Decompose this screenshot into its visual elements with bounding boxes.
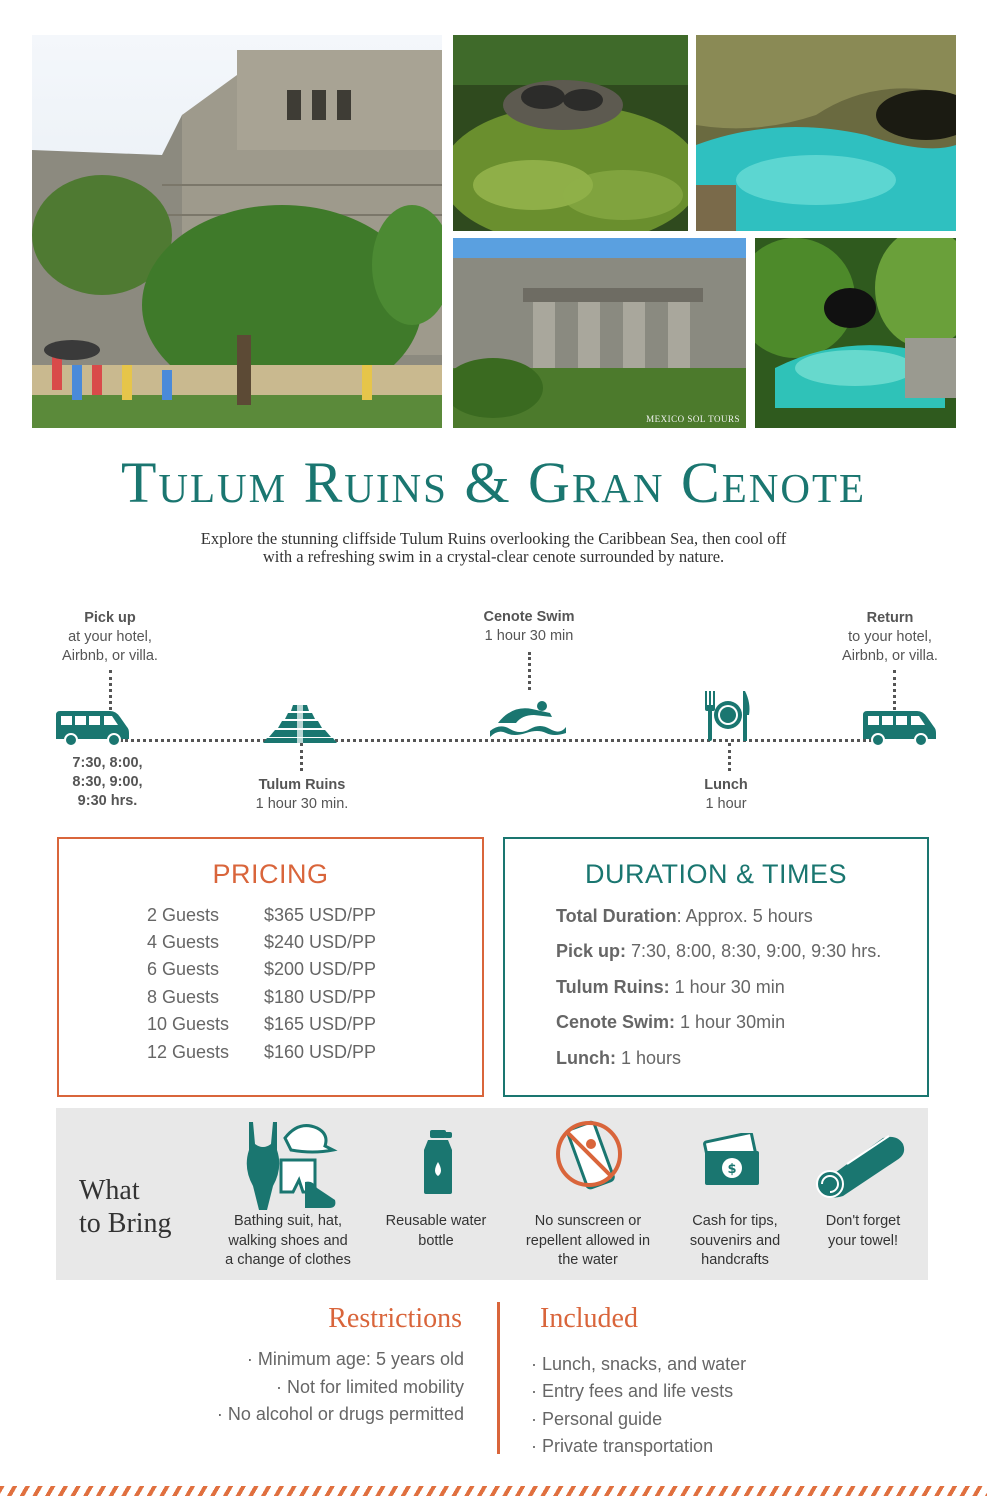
timeline-lunch-label: Lunch — [704, 777, 748, 793]
bring-item-line: Bathing suit, hat, — [233, 1213, 342, 1229]
bring-item-line: a change of clothes — [225, 1252, 351, 1268]
timeline-stem — [528, 652, 531, 690]
photo-cenote-turtles — [453, 35, 688, 231]
included-item: · Private transportation — [531, 1436, 714, 1456]
timeline-cenote-label: Cenote Swim — [483, 609, 575, 625]
included-title: Included — [540, 1303, 638, 1334]
van-icon — [861, 709, 937, 747]
pricing-price: $200 USD/PP — [264, 959, 377, 979]
pricing-box — [57, 837, 484, 1097]
duration-value: 1 hours — [616, 1048, 682, 1068]
pricing-title: PRICING — [212, 859, 329, 889]
duration-value: 1 hour 30min — [675, 1012, 786, 1032]
bring-item-bottle — [372, 1212, 500, 1251]
timeline-return-text — [820, 609, 960, 666]
timeline-pickup-text — [40, 609, 180, 666]
bring-item-line: the water — [558, 1252, 618, 1268]
timeline-stem — [728, 743, 731, 771]
photo-gran-cenote — [755, 238, 956, 428]
bring-item-no-sunscreen — [514, 1212, 662, 1271]
bring-item-line: repellent allowed in — [525, 1232, 651, 1249]
bring-item-line: bottle — [418, 1232, 454, 1249]
subtitle — [110, 530, 877, 566]
timeline-ruins-text — [222, 776, 382, 814]
bring-item-cash — [670, 1212, 800, 1271]
duration-row — [556, 906, 813, 927]
bring-item-line: Don't forget — [825, 1213, 901, 1229]
pricing-row — [147, 905, 376, 926]
bring-item-clothes — [216, 1212, 360, 1271]
bring-item-line: your towel! — [827, 1232, 899, 1249]
what-to-bring-title-line1: What — [79, 1175, 140, 1206]
duration-title: DURATION & TIMES — [584, 859, 848, 889]
timeline-return-line1: to your hotel, — [848, 629, 932, 645]
towel-icon — [813, 1134, 909, 1200]
duration-row — [556, 1048, 681, 1069]
restriction-item: · Minimum age: 5 years old — [246, 1349, 464, 1369]
timeline-ruins-duration: 1 hour 30 min. — [255, 796, 349, 812]
pricing-price: $365 USD/PP — [264, 905, 377, 925]
pricing-row — [147, 1042, 376, 1063]
what-to-bring-title-line2: to Bring — [79, 1208, 172, 1239]
pricing-row — [147, 987, 376, 1008]
pricing-guests: 4 Guests — [147, 932, 220, 952]
pyramid-icon — [255, 703, 345, 743]
timeline-lunch-text — [666, 776, 786, 814]
timeline-pickup-line2: Airbnb, or villa. — [62, 648, 158, 664]
pricing-row — [147, 959, 376, 980]
photo-tulum-columns — [453, 238, 746, 428]
section-divider — [497, 1302, 500, 1454]
duration-key: Cenote Swim: — [556, 1012, 676, 1032]
bring-item-line: Reusable water — [385, 1213, 487, 1229]
timeline-stem — [300, 743, 303, 771]
included-item: · Personal guide — [531, 1409, 663, 1429]
duration-key: Lunch: — [556, 1048, 616, 1068]
photo-tulum-castillo — [32, 35, 442, 428]
swimmer-icon — [488, 697, 568, 741]
subtitle-line-1: Explore the stunning cliffside Tulum Ruins overlooking the Caribbean Sea, then cool off — [200, 529, 787, 548]
timeline-stem — [109, 670, 112, 710]
restrictions-title: Restrictions — [328, 1303, 462, 1334]
timeline-pickup-times — [50, 754, 165, 811]
swimsuit-hat-shoes-icon — [243, 1120, 339, 1212]
pricing-guests: 2 Guests — [147, 905, 220, 925]
duration-key: Tulum Ruins: — [556, 977, 670, 997]
bring-item-line: handcrafts — [701, 1252, 769, 1268]
duration-row — [556, 977, 785, 998]
decorative-stripe-border — [0, 1486, 987, 1496]
subtitle-line-2: with a refreshing swim in a crystal-clear cenote surrounded by nature. — [262, 547, 725, 566]
included-item: · Entry fees and life vests — [531, 1381, 734, 1401]
bring-item-line: souvenirs and — [689, 1232, 781, 1249]
pricing-price: $180 USD/PP — [264, 987, 377, 1007]
pickup-times-line1: 7:30, 8:00, — [72, 755, 143, 771]
pricing-guests: 12 Guests — [147, 1042, 230, 1062]
duration-value: 7:30, 8:00, 8:30, 9:00, 9:30 hrs. — [626, 941, 882, 961]
timeline-ruins-label: Tulum Ruins — [258, 777, 346, 793]
timeline-pickup-line1: at your hotel, — [68, 629, 152, 645]
timeline-stem — [893, 670, 896, 710]
duration-key: Total Duration — [556, 906, 677, 926]
pricing-price: $165 USD/PP — [264, 1014, 377, 1034]
timeline-pickup-label: Pick up — [84, 610, 136, 626]
bring-item-line: walking shoes and — [228, 1232, 348, 1249]
duration-key: Pick up: — [556, 941, 627, 961]
pickup-times-line2: 8:30, 9:00, — [72, 774, 143, 790]
pricing-guests: 8 Guests — [147, 987, 220, 1007]
duration-row — [556, 1012, 785, 1033]
timeline-cenote-duration: 1 hour 30 min — [484, 628, 574, 644]
duration-value: 1 hour 30 min — [669, 977, 785, 997]
what-to-bring-title — [79, 1174, 172, 1240]
pricing-row — [147, 1014, 376, 1035]
pricing-guests: 10 Guests — [147, 1014, 230, 1034]
page-title: Tulum Ruins & Gran Cenote — [120, 450, 867, 515]
restriction-item: · No alcohol or drugs permitted — [216, 1404, 464, 1424]
timeline-cenote-text — [449, 608, 609, 646]
timeline-lunch-duration: 1 hour — [705, 796, 747, 812]
plate-cutlery-icon — [703, 689, 753, 743]
restriction-item: · Not for limited mobility — [275, 1377, 464, 1397]
bring-item-line: No sunscreen or — [534, 1213, 642, 1229]
bring-item-towel — [804, 1212, 922, 1251]
pricing-guests: 6 Guests — [147, 959, 220, 979]
pricing-price: $160 USD/PP — [264, 1042, 377, 1062]
svg-text:$: $ — [727, 1162, 737, 1177]
included-item: · Lunch, snacks, and water — [531, 1354, 747, 1374]
what-to-bring-panel — [56, 1108, 928, 1280]
duration-row — [556, 941, 881, 962]
pricing-row — [147, 932, 376, 953]
water-bottle-icon — [418, 1128, 456, 1196]
duration-box — [503, 837, 929, 1097]
van-icon — [54, 709, 130, 747]
pickup-times-line3: 9:30 hrs. — [77, 793, 138, 809]
pricing-price: $240 USD/PP — [264, 932, 377, 952]
photo-cenote-cave — [696, 35, 956, 231]
timeline-return-label: Return — [866, 610, 914, 626]
bring-item-line: Cash for tips, — [692, 1213, 778, 1229]
cash-icon — [701, 1133, 763, 1191]
watermark: MEXICO SOL TOURS — [646, 414, 740, 424]
no-sunscreen-icon — [555, 1120, 623, 1196]
timeline-return-line2: Airbnb, or villa. — [842, 648, 938, 664]
duration-value: : Approx. 5 hours — [676, 906, 813, 926]
